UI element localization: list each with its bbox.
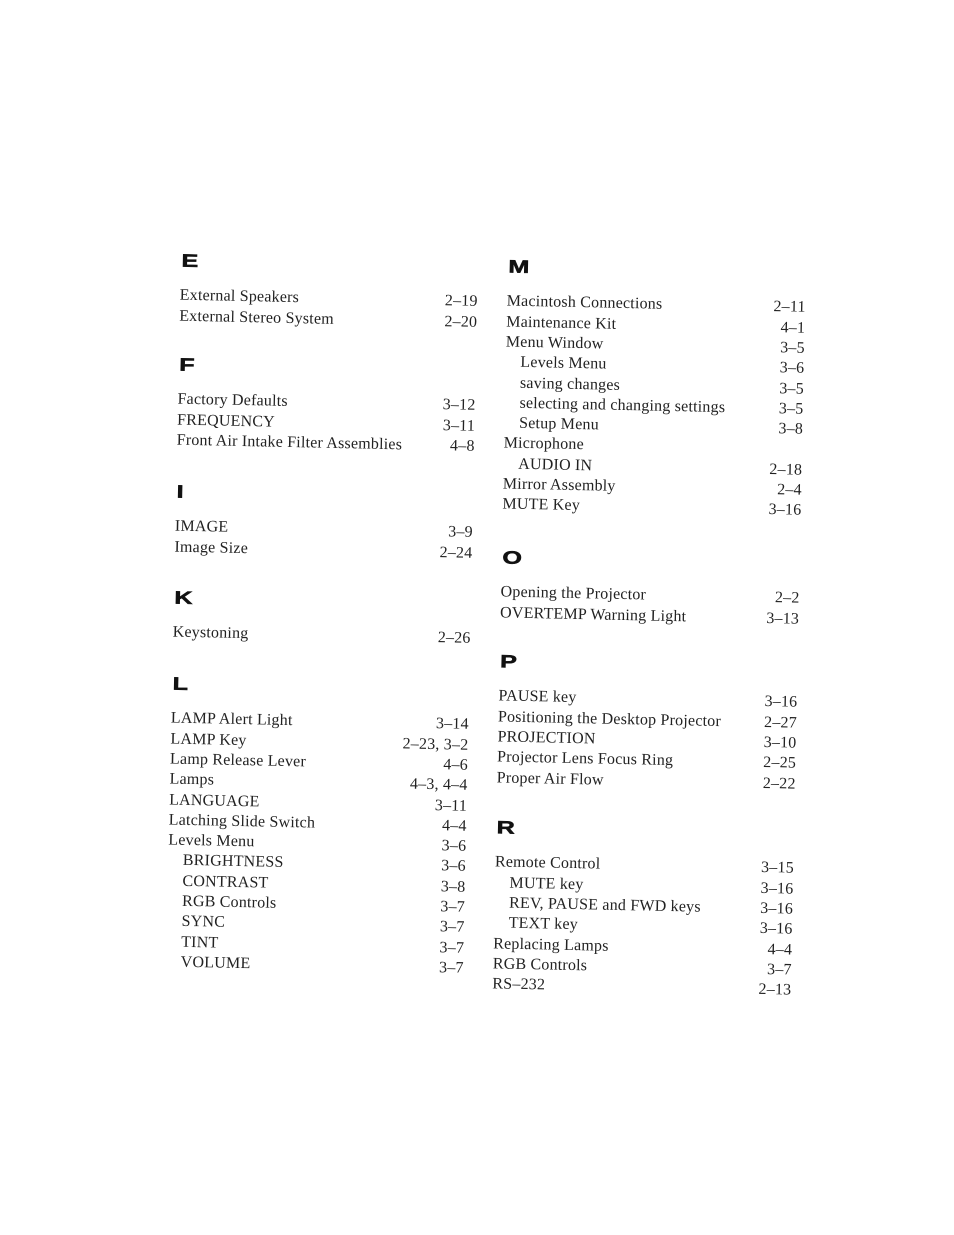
entry-pages: 4–4 bbox=[441, 817, 467, 835]
entry-term: selecting and changing settings bbox=[519, 394, 726, 416]
entry-term: BRIGHTNESS bbox=[182, 852, 284, 872]
entry-pages: 2–4 bbox=[777, 481, 802, 499]
entry-pages: 3–13 bbox=[766, 609, 800, 628]
entry-pages: 3–5 bbox=[779, 339, 805, 357]
entry-pages: 2–26 bbox=[437, 629, 471, 648]
index-column-left bbox=[165, 239, 479, 1005]
entry-term: CONTRAST bbox=[182, 872, 269, 892]
entry-pages: 2–23, 3–2 bbox=[402, 735, 469, 754]
entry-term: External Stereo System bbox=[179, 307, 335, 328]
entry-pages: 4–8 bbox=[449, 437, 475, 455]
entry-term: LANGUAGE bbox=[168, 791, 260, 810]
entry-pages: 3–7 bbox=[438, 959, 464, 977]
entry-term: RGB Controls bbox=[492, 955, 588, 975]
section-letter: I bbox=[176, 481, 184, 502]
entry-pages: 2–13 bbox=[758, 981, 792, 999]
entry-term: Macintosh Connections bbox=[506, 292, 663, 314]
entry-term: RS–232 bbox=[492, 975, 546, 994]
entry-pages: 4–3, 4–4 bbox=[409, 775, 468, 795]
index-section-l bbox=[166, 674, 470, 979]
entry-term: saving changes bbox=[519, 374, 621, 394]
entry-term: Microphone bbox=[503, 434, 585, 454]
entry-term: OVERTEMP Warning Light bbox=[499, 604, 687, 625]
entry-term: LAMP Key bbox=[170, 730, 247, 749]
entry-pages: 2–24 bbox=[439, 543, 473, 562]
entry-pages: 2–19 bbox=[444, 292, 478, 311]
entry-pages: 3–16 bbox=[768, 501, 802, 520]
entry-pages: 3–6 bbox=[441, 857, 467, 876]
entry-pages: 2–18 bbox=[769, 460, 803, 479]
entry-term: Keystoning bbox=[172, 623, 249, 643]
entry-pages: 3–9 bbox=[448, 523, 474, 542]
entry-term: MUTE key bbox=[509, 874, 584, 893]
entry-pages: 3–5 bbox=[779, 379, 805, 398]
entry-term: Setup Menu bbox=[518, 414, 600, 434]
entry-pages: 3–14 bbox=[435, 715, 469, 734]
entry-pages: 2–27 bbox=[763, 713, 798, 732]
entry-term: RGB Controls bbox=[181, 892, 277, 912]
index-column-right bbox=[492, 246, 807, 1012]
entry-term: Mirror Assembly bbox=[502, 475, 616, 495]
entry-term: LAMP Alert Light bbox=[170, 709, 293, 730]
entry-term: Projector Lens Focus Ring bbox=[496, 748, 674, 770]
entry-pages: 2–22 bbox=[762, 774, 796, 793]
section-letter: R bbox=[496, 817, 516, 838]
entry-term: TINT bbox=[181, 933, 219, 952]
index-section-p bbox=[496, 651, 798, 794]
entry-pages: 3–6 bbox=[441, 837, 467, 855]
entry-term: Factory Defaults bbox=[177, 390, 288, 411]
entry-pages: 4–4 bbox=[767, 940, 793, 959]
entry-term: Replacing Lamps bbox=[493, 934, 609, 955]
section-letter: F bbox=[179, 354, 195, 375]
entry-term: Levels Menu bbox=[168, 831, 255, 851]
entry-term: SYNC bbox=[181, 913, 226, 932]
entry-pages: 2–2 bbox=[774, 589, 800, 608]
entry-term: Latching Slide Switch bbox=[168, 811, 316, 832]
entry-term: External Speakers bbox=[179, 286, 300, 307]
entry-pages: 3–7 bbox=[440, 898, 466, 916]
entry-term: Lamps bbox=[169, 770, 215, 789]
index-section-f bbox=[176, 355, 476, 457]
entry-term: Menu Window bbox=[505, 333, 604, 353]
entry-term: Levels Menu bbox=[520, 354, 607, 373]
entry-pages: 4–1 bbox=[780, 318, 806, 337]
entry-pages: 3–11 bbox=[442, 416, 476, 435]
index-section-o bbox=[500, 547, 801, 629]
entry-pages: 3–16 bbox=[764, 693, 798, 712]
entry-pages: 3–6 bbox=[779, 359, 805, 377]
entry-pages: 3–10 bbox=[763, 733, 797, 752]
index-section-m bbox=[502, 256, 806, 521]
index-section-i bbox=[174, 482, 474, 564]
entry-pages: 2–20 bbox=[444, 312, 478, 331]
entry-term: FREQUENCY bbox=[176, 411, 276, 431]
entry-pages: 3–16 bbox=[760, 879, 794, 898]
entry-pages: 3–11 bbox=[434, 796, 468, 815]
entry-pages: 3–5 bbox=[778, 400, 804, 418]
entry-term: PAUSE key bbox=[498, 687, 577, 707]
entry-pages: 4–6 bbox=[443, 756, 469, 774]
entry-term: Opening the Projector bbox=[500, 583, 647, 604]
entry-pages: 3–7 bbox=[439, 938, 465, 957]
entry-term: MUTE Key bbox=[502, 495, 581, 515]
index-section-e bbox=[179, 251, 479, 333]
section-letter: K bbox=[174, 587, 193, 608]
entry-term: REV, PAUSE and FWD keys bbox=[508, 894, 701, 916]
section-letter: E bbox=[181, 250, 199, 272]
section-letter: O bbox=[502, 547, 523, 568]
entry-pages: 2–11 bbox=[773, 298, 806, 317]
section-letter: P bbox=[499, 651, 518, 672]
section-letter: L bbox=[172, 673, 189, 694]
index-section-r bbox=[492, 817, 795, 1001]
entry-term: Maintenance Kit bbox=[506, 313, 617, 333]
entry-term: VOLUME bbox=[180, 953, 251, 973]
entry-pages: 2–25 bbox=[763, 754, 797, 772]
entry-term: TEXT key bbox=[508, 914, 579, 934]
entry-pages: 3–8 bbox=[778, 420, 804, 438]
index-entry bbox=[172, 623, 470, 650]
entry-pages: 3–7 bbox=[766, 960, 792, 979]
section-letter: M bbox=[508, 256, 530, 277]
entry-pages: 3–12 bbox=[442, 396, 476, 415]
entry-term: IMAGE bbox=[174, 517, 229, 537]
entry-term: Remote Control bbox=[494, 853, 601, 873]
entry-term: Positioning the Desktop Projector bbox=[497, 708, 722, 730]
entry-pages: 3–16 bbox=[759, 920, 793, 938]
entry-term: Image Size bbox=[174, 538, 249, 557]
entry-term: Front Air Intake Filter Assemblies bbox=[176, 431, 403, 454]
entry-pages: 3–16 bbox=[760, 899, 794, 918]
index-page bbox=[152, 238, 828, 1012]
entry-pages: 3–15 bbox=[760, 859, 795, 877]
entry-term: Proper Air Flow bbox=[496, 768, 604, 789]
entry-term: AUDIO IN bbox=[518, 455, 593, 475]
entry-term: PROJECTION bbox=[497, 728, 596, 748]
entry-pages: 3–7 bbox=[439, 918, 465, 937]
entry-pages: 3–8 bbox=[440, 877, 466, 896]
entry-term: Lamp Release Lever bbox=[169, 750, 307, 771]
index-section-k bbox=[172, 588, 471, 650]
